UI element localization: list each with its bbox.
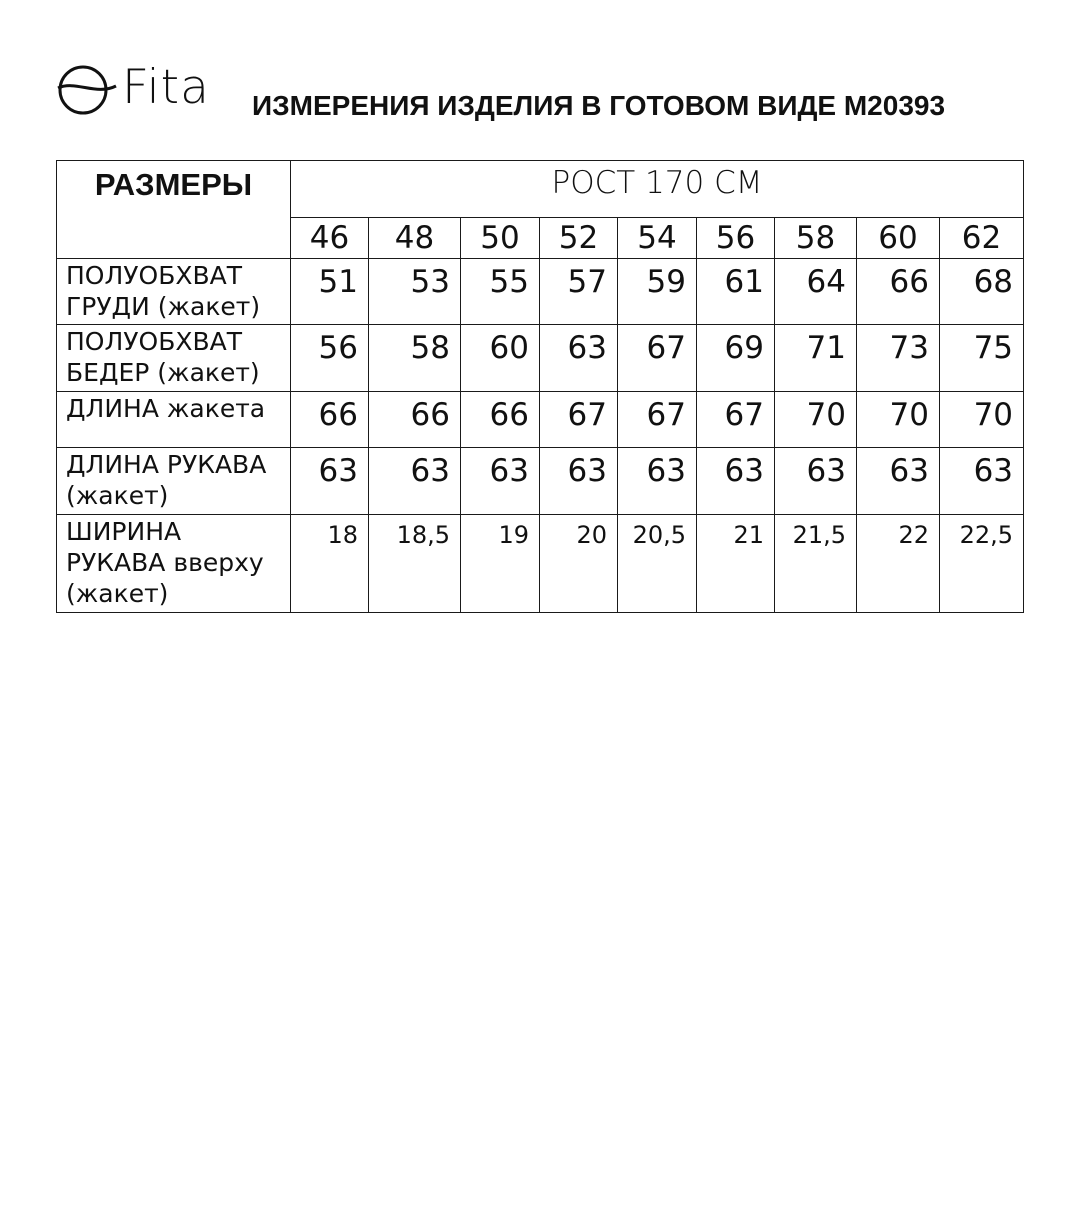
table-cell: 63 — [697, 448, 775, 515]
table-cell: 18 — [291, 515, 369, 613]
table-cell: 61 — [697, 259, 775, 325]
page-header — [56, 58, 1016, 128]
size-header: 56 — [697, 218, 775, 259]
table-cell: 63 — [940, 448, 1024, 515]
table-cell: 71 — [775, 325, 857, 392]
table-cell: 70 — [857, 392, 940, 448]
table-row — [57, 448, 1024, 515]
row-label-line: ПОЛУОБХВАТ — [66, 327, 242, 356]
table-cell: 53 — [369, 259, 461, 325]
row-label-line: РУКАВА вверху — [66, 548, 264, 577]
size-header: 50 — [461, 218, 540, 259]
table-cell: 69 — [697, 325, 775, 392]
row-label — [57, 448, 291, 515]
growth-label: РОСТ 170 СМ — [291, 161, 1024, 218]
table-cell: 22 — [857, 515, 940, 613]
table-cell: 55 — [461, 259, 540, 325]
corner-label: РАЗМЕРЫ — [57, 161, 291, 259]
row-label-line: (жакет) — [66, 481, 169, 510]
row-label — [57, 325, 291, 392]
size-header: 54 — [618, 218, 697, 259]
size-header: 60 — [857, 218, 940, 259]
table-cell: 68 — [940, 259, 1024, 325]
table-cell: 19 — [461, 515, 540, 613]
table-cell: 66 — [857, 259, 940, 325]
row-label-line: (жакет) — [66, 579, 169, 608]
table-cell: 63 — [618, 448, 697, 515]
table-cell: 66 — [369, 392, 461, 448]
table-cell: 51 — [291, 259, 369, 325]
table-cell: 64 — [775, 259, 857, 325]
table-cell: 63 — [291, 448, 369, 515]
table-cell: 63 — [540, 325, 618, 392]
table-cell: 57 — [540, 259, 618, 325]
table-cell: 63 — [461, 448, 540, 515]
table-cell: 20,5 — [618, 515, 697, 613]
table-cell: 22,5 — [940, 515, 1024, 613]
row-label — [57, 259, 291, 325]
header-row — [57, 161, 1024, 218]
table-cell: 20 — [540, 515, 618, 613]
table-cell: 63 — [857, 448, 940, 515]
row-label-line: ПОЛУОБХВАТ — [66, 261, 242, 290]
table-cell: 21 — [697, 515, 775, 613]
row-label-line: ШИРИНА — [66, 517, 182, 546]
table-cell: 73 — [857, 325, 940, 392]
table-cell: 18,5 — [369, 515, 461, 613]
table-cell: 66 — [291, 392, 369, 448]
brand-logo — [56, 58, 236, 122]
table-cell: 63 — [369, 448, 461, 515]
table-cell: 56 — [291, 325, 369, 392]
row-label — [57, 515, 291, 613]
brand-name: Fita — [122, 60, 210, 115]
table-cell: 67 — [618, 325, 697, 392]
size-header: 46 — [291, 218, 369, 259]
table-cell: 67 — [618, 392, 697, 448]
table-row — [57, 259, 1024, 325]
table-cell: 75 — [940, 325, 1024, 392]
page-title: ИЗМЕРЕНИЯ ИЗДЕЛИЯ В ГОТОВОМ ВИДЕ М20393 — [252, 90, 946, 121]
fita-logo-icon — [56, 58, 126, 122]
table-row — [57, 325, 1024, 392]
table-cell: 58 — [369, 325, 461, 392]
row-label-line: ГРУДИ (жакет) — [66, 292, 261, 321]
table-cell: 66 — [461, 392, 540, 448]
size-header: 48 — [369, 218, 461, 259]
table-cell: 63 — [540, 448, 618, 515]
table-cell: 67 — [540, 392, 618, 448]
table-row — [57, 392, 1024, 448]
size-table — [56, 160, 1024, 613]
table-cell: 70 — [775, 392, 857, 448]
size-header: 62 — [940, 218, 1024, 259]
table-row — [57, 515, 1024, 613]
row-label-line: ДЛИНА жакета — [66, 394, 266, 423]
size-header: 52 — [540, 218, 618, 259]
table-cell: 21,5 — [775, 515, 857, 613]
table-cell: 67 — [697, 392, 775, 448]
table-cell: 59 — [618, 259, 697, 325]
table-cell: 60 — [461, 325, 540, 392]
row-label — [57, 392, 291, 448]
table-cell: 70 — [940, 392, 1024, 448]
size-header: 58 — [775, 218, 857, 259]
table-cell: 63 — [775, 448, 857, 515]
row-label-line: ДЛИНА РУКАВА — [66, 450, 267, 479]
row-label-line: БЕДЕР (жакет) — [66, 358, 260, 387]
